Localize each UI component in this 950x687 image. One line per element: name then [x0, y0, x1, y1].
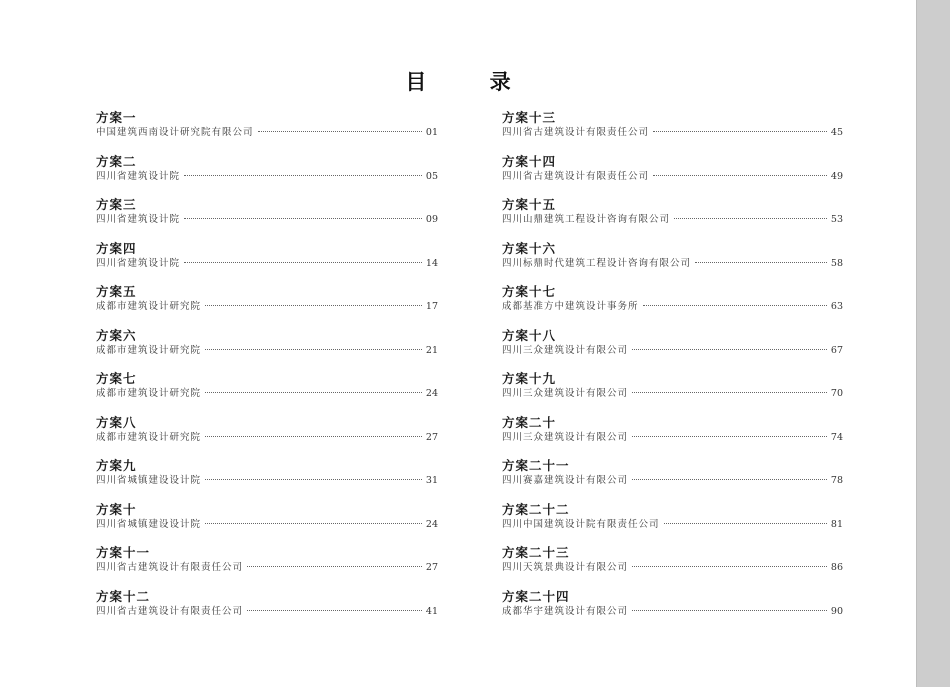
- toc-entry[interactable]: [502, 544, 843, 588]
- toc-entry-organization: 四川省建筑设计院: [96, 170, 181, 182]
- page-title: 目 录: [405, 70, 539, 94]
- toc-entry-title: 方案五: [96, 284, 137, 299]
- toc-entry-line: [96, 170, 438, 183]
- toc-entry-title: 方案八: [96, 414, 137, 430]
- toc-entry-page-number: 49: [830, 170, 843, 182]
- toc-entry-organization: 四川中国建筑设计院有限责任公司: [502, 518, 660, 530]
- toc-entry-page-number: 09: [425, 214, 438, 225]
- toc-entry-line: [96, 257, 438, 270]
- dot-leader: [632, 436, 827, 437]
- toc-entry[interactable]: [502, 283, 843, 327]
- dot-leader: [632, 349, 827, 350]
- toc-entry-page-number: 58: [830, 257, 843, 269]
- toc-entry-organization: 四川三众建筑设计有限公司: [502, 344, 629, 356]
- toc-entry-page-number: 14: [425, 257, 438, 269]
- toc-entry-organization: 四川省建筑设计院: [96, 214, 181, 225]
- toc-entry-page-number: 67: [830, 344, 843, 356]
- dot-leader: [184, 262, 422, 263]
- toc-entry-title: 方案二: [96, 153, 137, 169]
- toc-entry-organization: 四川标鼎时代建筑工程设计咨询有限公司: [502, 257, 692, 269]
- toc-entry[interactable]: [502, 414, 843, 458]
- toc-entry[interactable]: [502, 153, 843, 197]
- dot-leader: [247, 610, 422, 611]
- dot-leader: [643, 305, 827, 306]
- toc-entry-title: 方案二十四: [502, 588, 570, 604]
- toc-entry[interactable]: [96, 283, 438, 327]
- toc-entry-page-number: 74: [830, 431, 843, 443]
- toc-entry-line: [502, 257, 843, 270]
- toc-entry-page-number: 45: [830, 127, 843, 138]
- dot-leader: [632, 566, 827, 567]
- toc-entry-page-number: 21: [425, 344, 438, 356]
- toc-entry-page-number: 70: [830, 388, 843, 399]
- toc-column-right: [502, 109, 843, 631]
- toc-entry[interactable]: [96, 370, 438, 414]
- toc-entry[interactable]: [96, 109, 438, 153]
- toc-entry-line: [96, 474, 438, 487]
- toc-entry-line: [502, 170, 843, 183]
- toc-entry[interactable]: [502, 196, 843, 240]
- toc-entry-page-number: 41: [425, 605, 438, 617]
- dot-leader: [205, 305, 422, 306]
- toc-entry-page-number: 17: [425, 301, 438, 312]
- toc-entry-page-number: 53: [830, 214, 843, 225]
- toc-entry[interactable]: [502, 370, 843, 414]
- toc-entry[interactable]: [96, 327, 438, 371]
- dot-leader: [184, 218, 422, 219]
- toc-entry[interactable]: [96, 457, 438, 501]
- toc-entry-organization: 成都基准方中建筑设计事务所: [502, 301, 639, 312]
- toc-entry-page-number: 24: [425, 388, 438, 399]
- toc-entry-page-number: 81: [830, 518, 843, 530]
- toc-entry[interactable]: [96, 414, 438, 458]
- dot-leader: [247, 566, 422, 567]
- toc-entry-page-number: 24: [425, 518, 438, 530]
- dot-leader: [205, 479, 422, 480]
- toc-entry[interactable]: [502, 240, 843, 284]
- toc-entry-line: [502, 387, 843, 400]
- dot-leader: [674, 218, 827, 219]
- dot-leader: [258, 131, 422, 132]
- toc-entry-line: [502, 126, 843, 139]
- dot-leader: [184, 175, 422, 176]
- toc-entry-line: [502, 561, 843, 574]
- toc-entry-line: [502, 431, 843, 444]
- toc-entry-page-number: 27: [425, 431, 438, 443]
- toc-entry-line: [502, 213, 843, 226]
- toc-column-left: [96, 109, 438, 631]
- toc-entry[interactable]: [96, 153, 438, 197]
- toc-entry[interactable]: [96, 196, 438, 240]
- toc-entry[interactable]: [96, 588, 438, 632]
- toc-entry-organization: 四川省古建筑设计有限责任公司: [502, 170, 650, 182]
- toc-entry-organization: 四川山鼎建筑工程设计咨询有限公司: [502, 214, 671, 225]
- dot-leader: [653, 131, 827, 132]
- toc-entry-line: [96, 387, 438, 400]
- toc-entry-title: 方案四: [96, 240, 137, 256]
- toc-entry-line: [96, 561, 438, 574]
- toc-entry-page-number: 01: [425, 127, 438, 138]
- viewer-side-panel: [916, 0, 950, 687]
- toc-entry-organization: 中国建筑西南设计研究院有限公司: [96, 127, 254, 138]
- toc-entry[interactable]: [502, 327, 843, 371]
- dot-leader: [632, 392, 827, 393]
- toc-entry-line: [96, 213, 438, 226]
- toc-entry[interactable]: [502, 109, 843, 153]
- toc-entry-title: 方案十九: [502, 371, 557, 386]
- dot-leader: [205, 349, 422, 350]
- toc-entry[interactable]: [502, 457, 843, 501]
- dot-leader: [653, 175, 827, 176]
- toc-entry-line: [502, 344, 843, 357]
- toc-entry-title: 方案十二: [96, 588, 151, 604]
- toc-entry-organization: 成都市建筑设计研究院: [96, 431, 202, 443]
- toc-entry-page-number: 78: [830, 475, 843, 486]
- dot-leader: [205, 436, 422, 437]
- toc-entry-organization: 成都市建筑设计研究院: [96, 301, 202, 312]
- dot-leader: [205, 523, 422, 524]
- toc-entry-line: [96, 344, 438, 357]
- toc-entry-title: 方案六: [96, 327, 137, 343]
- toc-entry-organization: 四川省古建筑设计有限责任公司: [96, 605, 244, 617]
- toc-entry-page-number: 90: [830, 605, 843, 617]
- toc-entry-organization: 成都华宇建筑设计有限公司: [502, 605, 629, 617]
- toc-entry-organization: 四川省古建筑设计有限责任公司: [96, 562, 244, 573]
- toc-entry-line: [96, 605, 438, 618]
- toc-entry-title: 方案十: [96, 501, 137, 517]
- dot-leader: [695, 262, 827, 263]
- toc-entry-organization: 四川天筑景典设计有限公司: [502, 562, 629, 573]
- dot-leader: [632, 610, 827, 611]
- toc-entry-title: 方案十七: [502, 284, 557, 299]
- toc-entry-line: [502, 518, 843, 531]
- toc-entry-organization: 四川省古建筑设计有限责任公司: [502, 127, 650, 138]
- toc-entry-line: [96, 126, 438, 139]
- toc-entry-page-number: 63: [830, 301, 843, 312]
- toc-entry-title: 方案十三: [502, 110, 557, 125]
- toc-entry-line: [96, 518, 438, 531]
- toc-entry-page-number: 27: [425, 562, 438, 573]
- toc-entry-page-number: 05: [425, 170, 438, 182]
- toc-entry-title: 方案十五: [502, 197, 557, 212]
- toc-entry-organization: 成都市建筑设计研究院: [96, 344, 202, 356]
- toc-entry-line: [96, 431, 438, 444]
- toc-entry-organization: 四川省建筑设计院: [96, 257, 181, 269]
- toc-entry-title: 方案十一: [96, 545, 151, 560]
- toc-entry-title: 方案十六: [502, 240, 557, 256]
- toc-entry-line: [502, 474, 843, 487]
- toc-entry-title: 方案二十一: [502, 458, 570, 473]
- toc-entry-title: 方案二十: [502, 414, 557, 430]
- toc-entry-title: 方案二十二: [502, 501, 570, 517]
- toc-entry-title: 方案十四: [502, 153, 557, 169]
- toc-entry[interactable]: [96, 501, 438, 545]
- toc-entry-title: 方案二十三: [502, 545, 570, 560]
- dot-leader: [664, 523, 827, 524]
- toc-entry-title: 方案七: [96, 371, 137, 386]
- toc-entry[interactable]: [96, 240, 438, 284]
- toc-entry-title: 方案三: [96, 197, 137, 212]
- toc-entry[interactable]: [502, 588, 843, 632]
- toc-entry-organization: 四川三众建筑设计有限公司: [502, 431, 629, 443]
- toc-entry-organization: 四川省城镇建设设计院: [96, 475, 202, 486]
- toc-entry[interactable]: [502, 501, 843, 545]
- toc-entry-line: [502, 300, 843, 313]
- dot-leader: [632, 479, 827, 480]
- toc-entry-line: [502, 605, 843, 618]
- toc-entry-organization: 四川三众建筑设计有限公司: [502, 388, 629, 399]
- toc-entry-organization: 四川省城镇建设设计院: [96, 518, 202, 530]
- toc-entry-title: 方案一: [96, 110, 137, 125]
- toc-entry-title: 方案九: [96, 458, 137, 473]
- toc-entry-title: 方案十八: [502, 327, 557, 343]
- toc-entry-organization: 四川赛嘉建筑设计有限公司: [502, 475, 629, 486]
- toc-entry-organization: 成都市建筑设计研究院: [96, 388, 202, 399]
- toc-entry-page-number: 86: [830, 562, 843, 573]
- toc-entry-page-number: 31: [425, 475, 438, 486]
- toc-entry[interactable]: [96, 544, 438, 588]
- toc-entry-line: [96, 300, 438, 313]
- dot-leader: [205, 392, 422, 393]
